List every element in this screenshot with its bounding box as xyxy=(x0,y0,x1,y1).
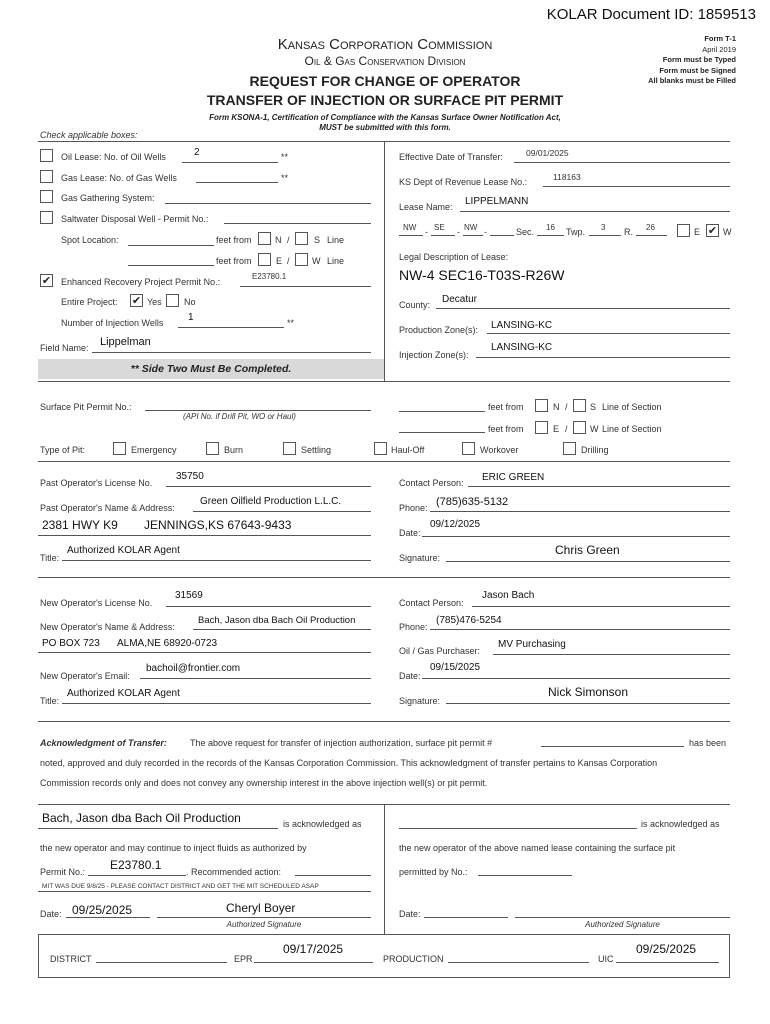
ack-left-date-value: 09/25/2025 xyxy=(72,903,133,917)
division-name: Oil & Gas Conservation Division xyxy=(304,54,466,68)
entire-no-checkbox[interactable] xyxy=(166,294,179,307)
field-name-label: Field Name: xyxy=(40,343,89,353)
new-date-value: 09/15/2025 xyxy=(430,662,481,673)
ack-line-3: Commission records only and does not convey any ownership interest in the above injection well(s) or pit permit. xyxy=(40,778,488,788)
oil-lease-checkbox[interactable] xyxy=(40,149,53,162)
past-date-label: Date: xyxy=(399,528,421,538)
dash-3: - xyxy=(484,227,487,237)
pit-s-checkbox[interactable] xyxy=(573,399,586,412)
pit-drilling-checkbox[interactable] xyxy=(563,442,576,455)
spot-slash-1: / xyxy=(287,235,290,245)
district-label: DISTRICT xyxy=(50,954,92,964)
ack-permit-value: E23780.1 xyxy=(110,858,162,872)
pit-w-checkbox[interactable] xyxy=(573,421,586,434)
ksona-note-2: MUST be submitted with this form. xyxy=(319,123,451,132)
pit-line-section-2: Line of Section xyxy=(602,424,662,434)
pit-slash-1: / xyxy=(565,402,568,412)
new-date-label: Date: xyxy=(399,671,421,681)
ack-heading: Acknowledgment of Transfer: xyxy=(40,738,167,748)
injection-zone-label: Injection Zone(s): xyxy=(399,350,469,360)
pit-burn-checkbox[interactable] xyxy=(206,442,219,455)
production-label: PRODUCTION xyxy=(383,954,444,964)
new-title-label: Title: xyxy=(40,696,60,706)
form-number: Form T-1 xyxy=(704,34,736,43)
spot-slash-2: / xyxy=(287,256,290,266)
swd-checkbox[interactable] xyxy=(40,211,53,224)
new-email-value: bachoil@frontier.com xyxy=(146,663,241,674)
past-signature-value: Chris Green xyxy=(555,543,620,557)
new-email-label: New Operator's Email: xyxy=(40,671,130,681)
ack-permitted-by-label: permitted by No.: xyxy=(399,867,468,877)
effective-date-value: 09/01/2025 xyxy=(526,148,569,158)
gas-wells-asterisk: ** xyxy=(281,173,289,183)
new-contact-label: Contact Person: xyxy=(399,598,464,608)
gas-lease-checkbox[interactable] xyxy=(40,170,53,183)
past-name-value: Green Oilfield Production L.L.C. xyxy=(200,496,342,507)
document-id: KOLAR Document ID: 1859513 xyxy=(546,6,756,23)
spot-line-2: Line xyxy=(327,256,345,266)
ack-recommended-label: . Recommended action: xyxy=(186,867,282,877)
pit-e-checkbox[interactable] xyxy=(535,421,548,434)
quarter-1-value: NW xyxy=(403,223,417,232)
lease-name-value: LIPPELMANN xyxy=(465,196,529,207)
field-name-value: Lippelman xyxy=(100,336,151,348)
oil-lease-label: Oil Lease: No. of Oil Wells xyxy=(61,152,166,162)
new-signature-value: Nick Simonson xyxy=(548,685,629,699)
range-e-checkbox[interactable] xyxy=(677,224,690,237)
past-date-value: 09/12/2025 xyxy=(430,519,481,530)
sec-label: Sec. xyxy=(516,227,535,237)
past-license-label: Past Operator's License No. xyxy=(40,478,153,488)
spot-s-label: S xyxy=(314,235,321,245)
past-contact-value: ERIC GREEN xyxy=(482,472,545,483)
pit-feet-from-1: feet from xyxy=(488,402,524,412)
pit-w-label: W xyxy=(590,424,599,434)
legal-desc-label: Legal Description of Lease: xyxy=(399,252,509,262)
pit-settling-checkbox[interactable] xyxy=(283,442,296,455)
dash-2: - xyxy=(457,227,460,237)
past-phone-value: (785)635-5132 xyxy=(436,496,509,508)
pit-n-label: N xyxy=(553,402,560,412)
pit-s-label: S xyxy=(590,402,597,412)
spot-e-label: E xyxy=(276,256,283,266)
spot-s-checkbox[interactable] xyxy=(295,232,308,245)
injection-wells-label: Number of Injection Wells xyxy=(61,318,164,328)
past-title-value: Authorized KOLAR Agent xyxy=(67,545,180,556)
new-phone-value: (785)476-5254 xyxy=(436,615,502,626)
new-license-value: 31569 xyxy=(175,590,203,601)
pit-workover-checkbox[interactable] xyxy=(462,442,475,455)
new-title-value: Authorized KOLAR Agent xyxy=(67,688,180,699)
injection-zone-value: LANSING-KC xyxy=(491,342,553,353)
title-line-2: TRANSFER OF INJECTION OR SURFACE PIT PERMIT xyxy=(206,92,564,108)
form-typed: Form must be Typed xyxy=(662,55,736,64)
epr-date-value: 09/17/2025 xyxy=(283,942,344,956)
past-contact-label: Contact Person: xyxy=(399,478,464,488)
spot-location-label: Spot Location: xyxy=(61,235,119,245)
past-title-label: Title: xyxy=(40,553,60,563)
past-phone-label: Phone: xyxy=(399,503,428,513)
range-e-label: E xyxy=(694,227,701,237)
oil-wells-asterisk: ** xyxy=(281,152,289,162)
range-value: 26 xyxy=(646,223,655,232)
past-license-value: 35750 xyxy=(176,471,204,482)
spot-line-1: Line xyxy=(327,235,345,245)
ack-left-date-label: Date: xyxy=(40,909,62,919)
twp-label: Twp. xyxy=(566,227,586,237)
pit-hauloff-label: Haul-Off xyxy=(391,445,425,455)
new-address-line-1: PO BOX 723 xyxy=(42,638,100,649)
new-purchaser-value: MV Purchasing xyxy=(498,639,566,650)
form-blanks: All blanks must be Filled xyxy=(648,76,736,85)
past-address-line-2: JENNINGS,KS 67643-9433 xyxy=(144,518,292,532)
ack-permit-label: Permit No.: xyxy=(40,867,86,877)
ack-left-text: the new operator and may continue to inject fluids as authorized by xyxy=(40,843,307,853)
erp-label: Enhanced Recovery Project Permit No.: xyxy=(61,277,221,287)
uic-label: UIC xyxy=(598,954,614,964)
production-zone-value: LANSING-KC xyxy=(491,320,553,331)
agency-name: Kansas Corporation Commission xyxy=(277,36,493,53)
epr-label: EPR xyxy=(234,954,253,964)
spot-w-checkbox[interactable] xyxy=(295,253,308,266)
gas-gathering-checkbox[interactable] xyxy=(40,190,53,203)
range-label: R. xyxy=(624,227,633,237)
new-signature-label: Signature: xyxy=(399,696,441,706)
ack-left-signature: Cheryl Boyer xyxy=(226,901,296,915)
ack-line-1: The above request for transfer of injection authorization, surface pit permit # xyxy=(190,738,493,748)
dash-1: - xyxy=(425,227,428,237)
entire-yes-checkbox[interactable]: ✔ xyxy=(131,295,142,307)
spot-n-checkbox[interactable] xyxy=(258,232,271,245)
entire-yes-label: Yes xyxy=(147,297,162,307)
pit-n-checkbox[interactable] xyxy=(535,399,548,412)
ack-left-authorized-signature: Authorized Signature xyxy=(226,920,302,929)
quarter-2-value: SE xyxy=(434,223,445,232)
spot-e-checkbox[interactable] xyxy=(258,253,271,266)
ks-dept-label: KS Dept of Revenue Lease No.: xyxy=(399,177,528,187)
pit-burn-label: Burn xyxy=(224,445,244,455)
oil-wells-value: 2 xyxy=(194,147,200,158)
ack-has-been: has been xyxy=(689,738,727,748)
pit-slash-2: / xyxy=(565,424,568,434)
pit-permit-label: Surface Pit Permit No.: xyxy=(40,402,132,412)
pit-emergency-checkbox[interactable] xyxy=(113,442,126,455)
effective-date-label: Effective Date of Transfer: xyxy=(399,152,503,162)
new-name-address-label: New Operator's Name & Address: xyxy=(40,622,175,632)
spot-feet-from-1: feet from xyxy=(216,235,252,245)
pit-workover-label: Workover xyxy=(480,445,519,455)
pit-drilling-label: Drilling xyxy=(581,445,609,455)
pit-e-label: E xyxy=(553,424,560,434)
county-label: County: xyxy=(399,300,431,310)
spot-feet-from-2: feet from xyxy=(216,256,252,266)
api-note: (API No. if Drill Pit, WO or Haul) xyxy=(183,412,296,421)
pit-hauloff-checkbox[interactable] xyxy=(374,442,387,455)
production-zone-label: Production Zone(s): xyxy=(399,325,479,335)
past-signature-label: Signature: xyxy=(399,553,441,563)
county-value: Decatur xyxy=(442,294,478,305)
gas-gathering-label: Gas Gathering System: xyxy=(61,193,155,203)
side-two-banner: ** Side Two Must Be Completed. xyxy=(38,359,384,379)
quarter-3-value: NW xyxy=(464,223,478,232)
new-name-value: Bach, Jason dba Bach Oil Production xyxy=(198,615,356,626)
ack-mit-note: MIT WAS DUE 9/8/25 - PLEASE CONTACT DISTRICT AND GET THE MIT SCHEDULED ASAP xyxy=(42,883,319,890)
pit-feet-from-2: feet from xyxy=(488,424,524,434)
spot-n-label: N xyxy=(275,235,282,245)
ack-right-is-acknowledged: is acknowledged as xyxy=(641,819,720,829)
ack-line-2: noted, approved and duly recorded in the records of the Kansas Corporation Commission. This acknowledgment of transfer pertains to Kansas Corporation xyxy=(40,758,658,768)
pit-line-section-1: Line of Section xyxy=(602,402,662,412)
title-line-1: REQUEST FOR CHANGE OF OPERATOR xyxy=(249,73,521,89)
new-purchaser-label: Oil / Gas Purchaser: xyxy=(399,646,481,656)
range-w-checkbox[interactable]: ✔ xyxy=(707,225,718,237)
new-license-label: New Operator's License No. xyxy=(40,598,153,608)
ack-operator-name: Bach, Jason dba Bach Oil Production xyxy=(42,811,241,825)
injection-wells-asterisk: ** xyxy=(287,318,295,328)
swd-label: Saltwater Disposal Well - Permit No.: xyxy=(61,214,209,224)
form-date: April 2019 xyxy=(702,44,736,54)
injection-wells-value: 1 xyxy=(188,312,194,323)
range-w-label: W xyxy=(723,227,732,237)
spot-w-label: W xyxy=(312,256,321,266)
past-name-address-label: Past Operator's Name & Address: xyxy=(40,503,175,513)
gas-lease-label: Gas Lease: No. of Gas Wells xyxy=(61,173,177,183)
twp-value: 3 xyxy=(601,223,606,232)
form-signed: Form must be Signed xyxy=(659,65,736,75)
erp-permit-value: E23780.1 xyxy=(252,272,287,281)
lease-name-label: Lease Name: xyxy=(399,202,453,212)
sec-value: 16 xyxy=(546,223,555,232)
new-contact-value: Jason Bach xyxy=(482,590,535,601)
ack-left-is-acknowledged: is acknowledged as xyxy=(283,819,362,829)
legal-desc-value: NW-4 SEC16-T03S-R26W xyxy=(399,267,565,283)
ks-dept-value: 118163 xyxy=(553,172,581,182)
new-address-line-2: ALMA,NE 68920-0723 xyxy=(117,638,218,649)
entire-project-label: Entire Project: xyxy=(61,297,118,307)
check-boxes-label: Check applicable boxes: xyxy=(40,130,138,140)
ack-right-text: the new operator of the above named lease containing the surface pit xyxy=(399,843,676,853)
pit-emergency-label: Emergency xyxy=(131,445,177,455)
ksona-note-1: Form KSONA-1, Certification of Compliance with the Kansas Surface Owner Notification Act, xyxy=(209,113,561,122)
pit-type-label: Type of Pit: xyxy=(40,445,86,455)
entire-no-label: No xyxy=(184,297,196,307)
new-phone-label: Phone: xyxy=(399,622,428,632)
ack-right-authorized-signature: Authorized Signature xyxy=(585,920,660,929)
pit-settling-label: Settling xyxy=(301,445,332,455)
ack-right-date-label: Date: xyxy=(399,909,421,919)
erp-checkbox[interactable]: ✔ xyxy=(41,275,52,287)
past-address-line-1: 2381 HWY K9 xyxy=(42,518,118,532)
uic-date-value: 09/25/2025 xyxy=(636,942,697,956)
